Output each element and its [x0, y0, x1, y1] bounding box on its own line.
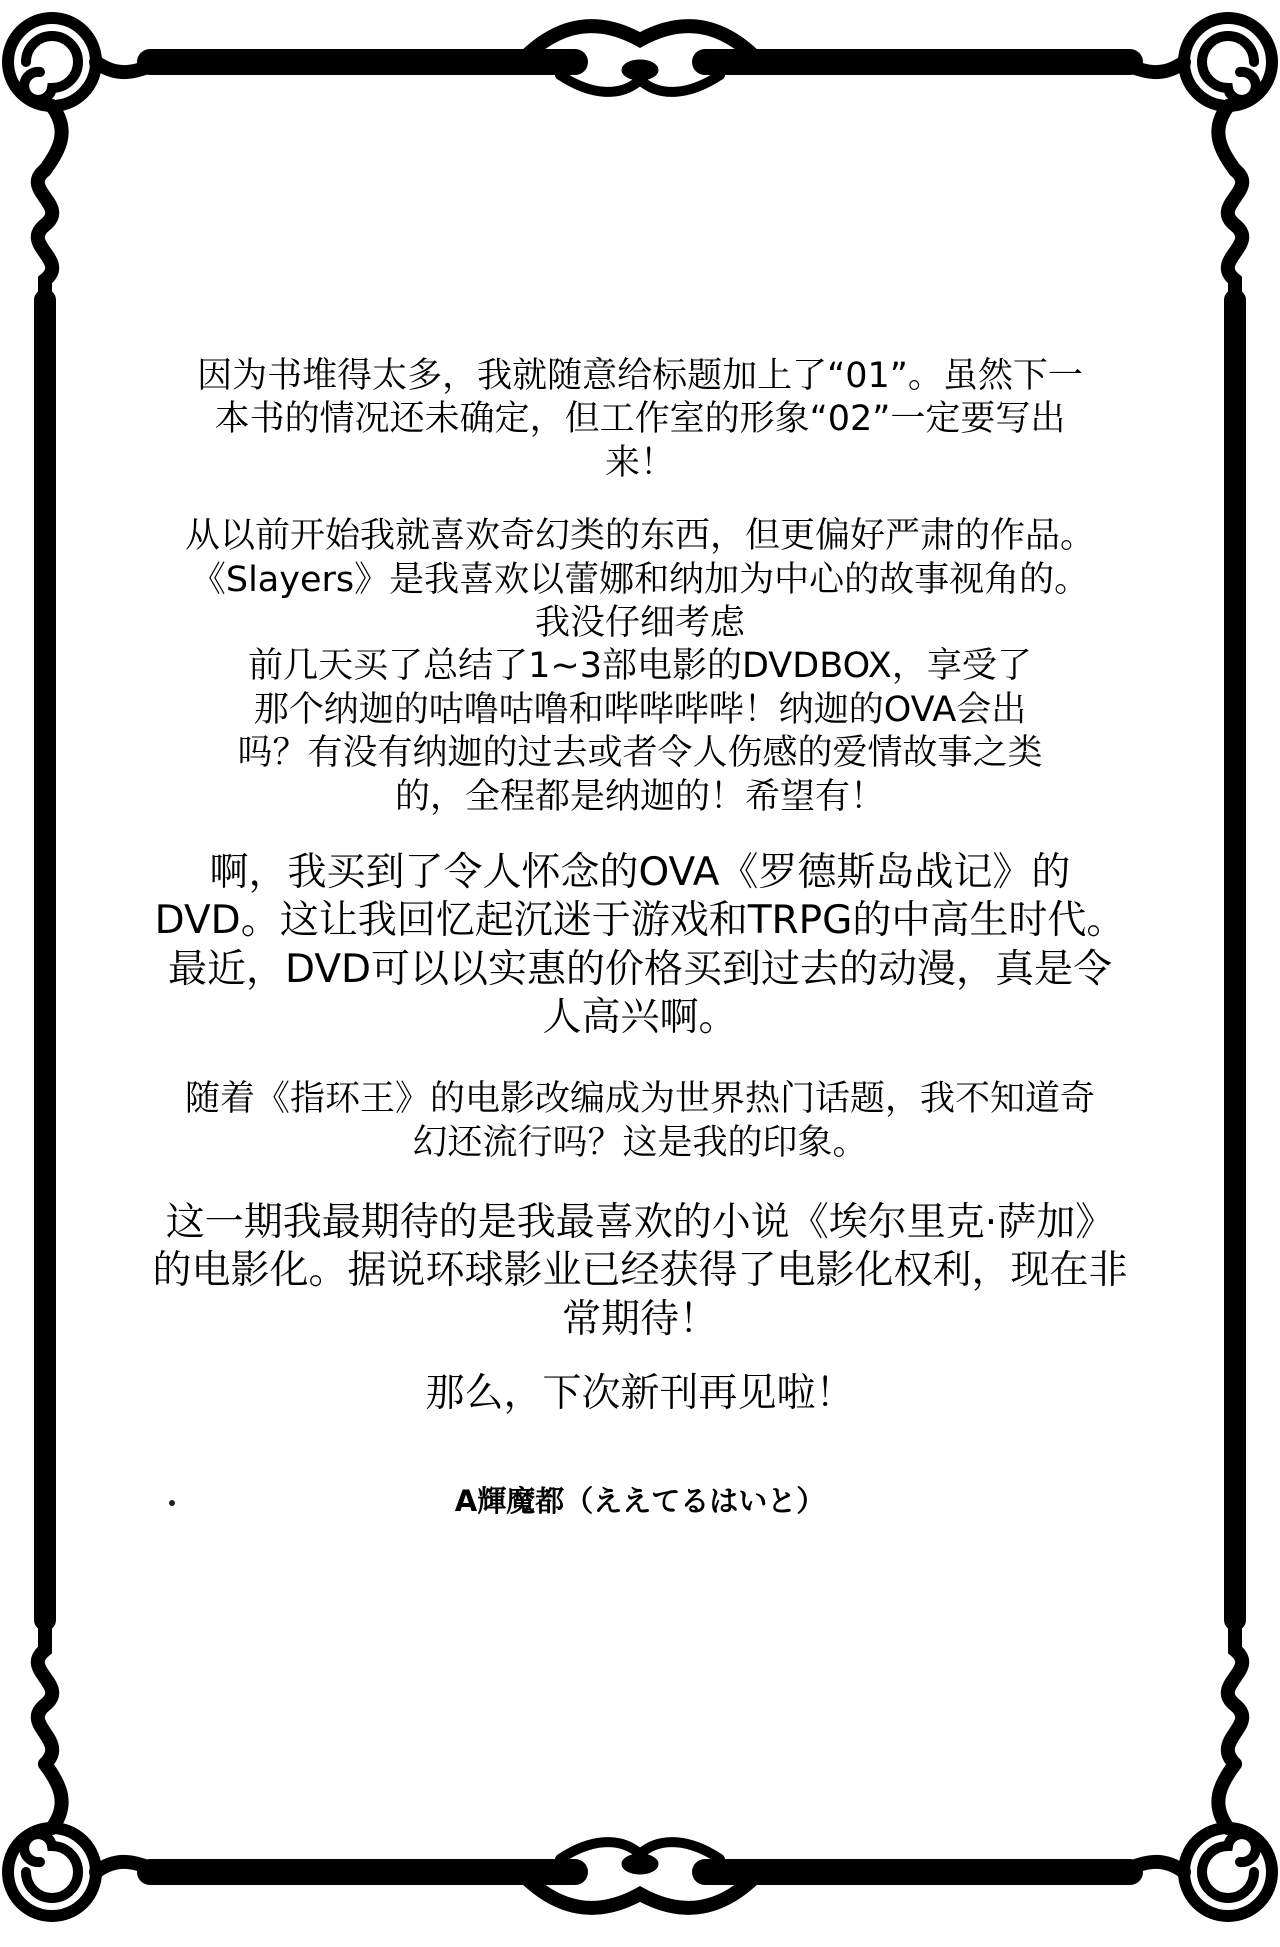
corner-spiral-top-left	[8, 18, 160, 170]
right-top-wave-ornament	[1228, 170, 1242, 300]
corner-spiral-bottom-left	[8, 1764, 160, 1916]
paragraph-3: 啊，我买到了令人怀念的OVA《罗德斯岛战记》的 DVD。这让我回忆起沉迷于游戏和TRPG的中高生时代。 最近，DVD可以以实惠的价格买到过去的动漫，真是令 人高兴啊。	[154, 849, 1126, 1040]
paragraph-5: 这一期我最期待的是我最喜欢的小说《埃尔里克·萨加》 的电影化。据说环球影业已经获得了电影化权利，现在非 常期待！	[152, 1200, 1128, 1342]
paragraph-2: 从以前开始我就喜欢奇幻类的东西，但更偏好严肃的作品。 《Slayers》是我喜欢以蕾娜和纳加为中心的故事视角的。 我没仔细考虑 前几天买了总结了1~3部电影的DVDBOX，享受了 那个纳迦的咕噜咕噜和哔哔哔哔！纳迦的OVA会出 吗？有没有纳迦的过去或者令人伤感的爱情故事之类 的，全程都是纳迦的！希望有！	[184, 516, 1095, 817]
author-signature: A輝魔都（ええてるはいと）	[454, 1483, 826, 1518]
corner-spiral-bottom-right	[1120, 1764, 1272, 1916]
ink-speck	[169, 1500, 175, 1506]
afterword-text	[70, 355, 1210, 1520]
right-bottom-wave-ornament	[1228, 1620, 1242, 1764]
paragraph-6: 那么，下次新刊再见啦！	[425, 1371, 855, 1417]
corner-spiral-top-right	[1120, 18, 1272, 170]
left-bottom-wave-ornament	[38, 1620, 52, 1764]
left-top-wave-ornament	[38, 170, 52, 300]
paragraph-4: 随着《指环王》的电影改编成为世界热门话题，我不知道奇 幻还流行吗？这是我的印象。	[184, 1079, 1095, 1163]
paragraph-1: 因为书堆得太多，我就随意给标题加上了“01”。虽然下一 本书的情况还未确定，但工作室的形象“02”一定要写出 来！	[197, 356, 1083, 483]
